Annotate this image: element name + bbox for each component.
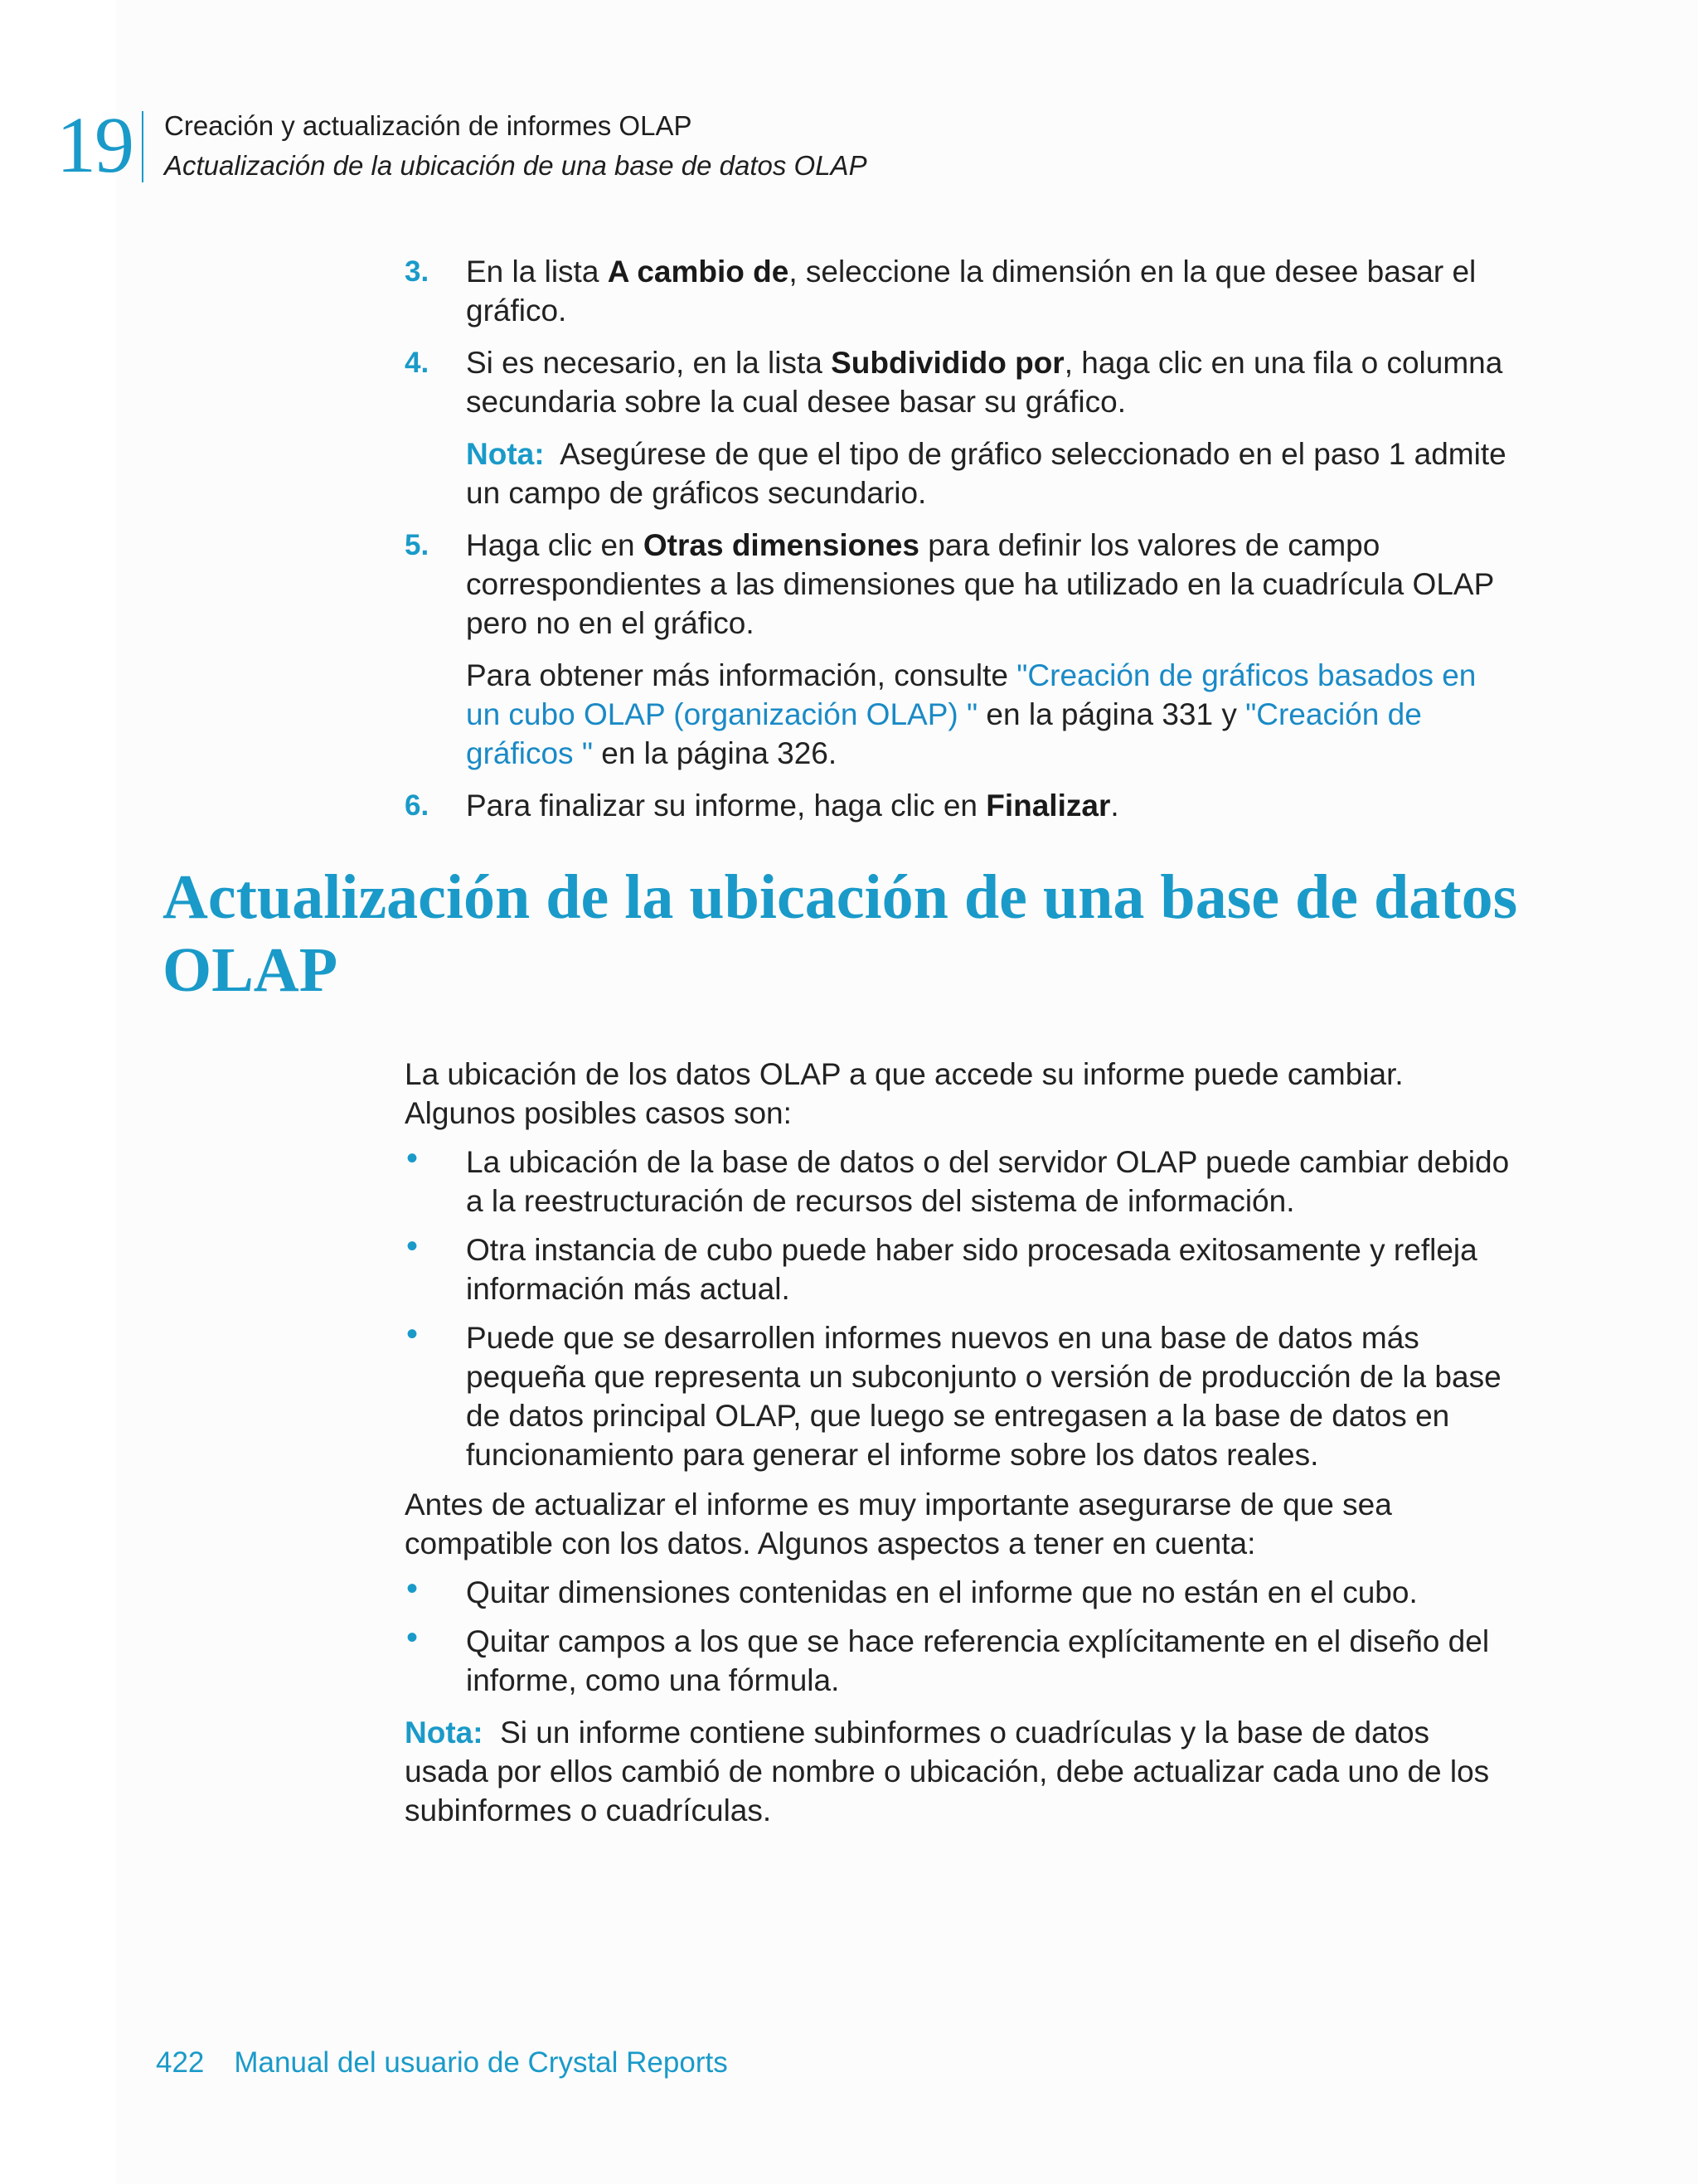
step-text: Si es necesario, en la lista Subdividido por, haga clic en una fila o columna secundaria sobre la cual desee basar su gráfico.	[466, 346, 1503, 419]
more-info-paragraph: Para obtener más información, consulte "Creación de gráficos basados en un cubo OLAP (organización OLAP) " en la página 331 y "Creación de gráficos " en la página 326.	[466, 658, 1477, 770]
manual-title: Manual del usuario de Crystal Reports	[234, 2046, 728, 2079]
note-text: Si un informe contiene subinformes o cuadrículas y la base de datos usada por ellos cambió de nombre o ubicación, debe actualizar cada uno de los subinformes o cuadrículas.	[405, 1716, 1490, 1827]
step-text: En la lista A cambio de, seleccione la dimensión en la que desee basar el gráfico.	[466, 255, 1477, 328]
bullet-icon: •	[406, 1316, 419, 1352]
bullet-icon: •	[406, 1140, 419, 1177]
chapter-number: 19	[56, 100, 133, 189]
note-text: Asegúrese de que el tipo de gráfico seleccionado en el paso 1 admite un campo de gráficos secundario.	[466, 437, 1506, 510]
ui-term: A cambio de	[607, 255, 789, 289]
step-number: 5.	[405, 529, 429, 561]
ui-term: Subdividido por	[831, 346, 1065, 380]
step-number: 4.	[405, 347, 429, 379]
cross-reference-link[interactable]: "Creación de gráficos "	[466, 697, 1422, 770]
section-heading: Actualización de la ubicación de una base de datos OLAP	[163, 862, 1518, 1005]
chapter-title: Creación y actualización de informes OLAP	[164, 110, 692, 141]
section-note	[405, 1713, 1516, 1830]
bullet-icon: •	[406, 1619, 419, 1656]
step-text: Haga clic en Otras dimensiones para definir los valores de campo correspondientes a las dimensiones que ha utilizado en la cuadrícula OLAP pero no en el gráfico.	[466, 528, 1494, 640]
page-footer	[156, 2045, 728, 2081]
step-text: Para finalizar su informe, haga clic en Finalizar.	[466, 789, 1119, 823]
note-step-4	[466, 434, 1516, 512]
note-label: Nota:	[405, 1716, 483, 1750]
section-intro: La ubicación de los datos OLAP a que accede su informe puede cambiar. Algunos posibles casos son:	[405, 1057, 1404, 1130]
ui-term: Otras dimensiones	[643, 528, 919, 562]
step-number: 6.	[405, 789, 429, 822]
ui-term: Finalizar	[986, 789, 1111, 823]
note-label: Nota:	[466, 437, 545, 471]
header-divider	[142, 111, 143, 182]
section-subtitle: Actualización de la ubicación de una base de datos OLAP	[164, 150, 867, 181]
cross-reference-link[interactable]: "Creación de gráficos basados en un cubo OLAP (organización OLAP) "	[466, 658, 1477, 731]
section-paragraph: Antes de actualizar el informe es muy importante asegurarse de que sea compatible con los datos. Algunos aspectos a tener en cuenta:	[405, 1488, 1392, 1560]
bullet-icon: •	[406, 1228, 419, 1264]
bullet-icon: •	[406, 1570, 419, 1607]
step-number: 3.	[405, 255, 429, 288]
page-number: 422	[156, 2046, 205, 2079]
